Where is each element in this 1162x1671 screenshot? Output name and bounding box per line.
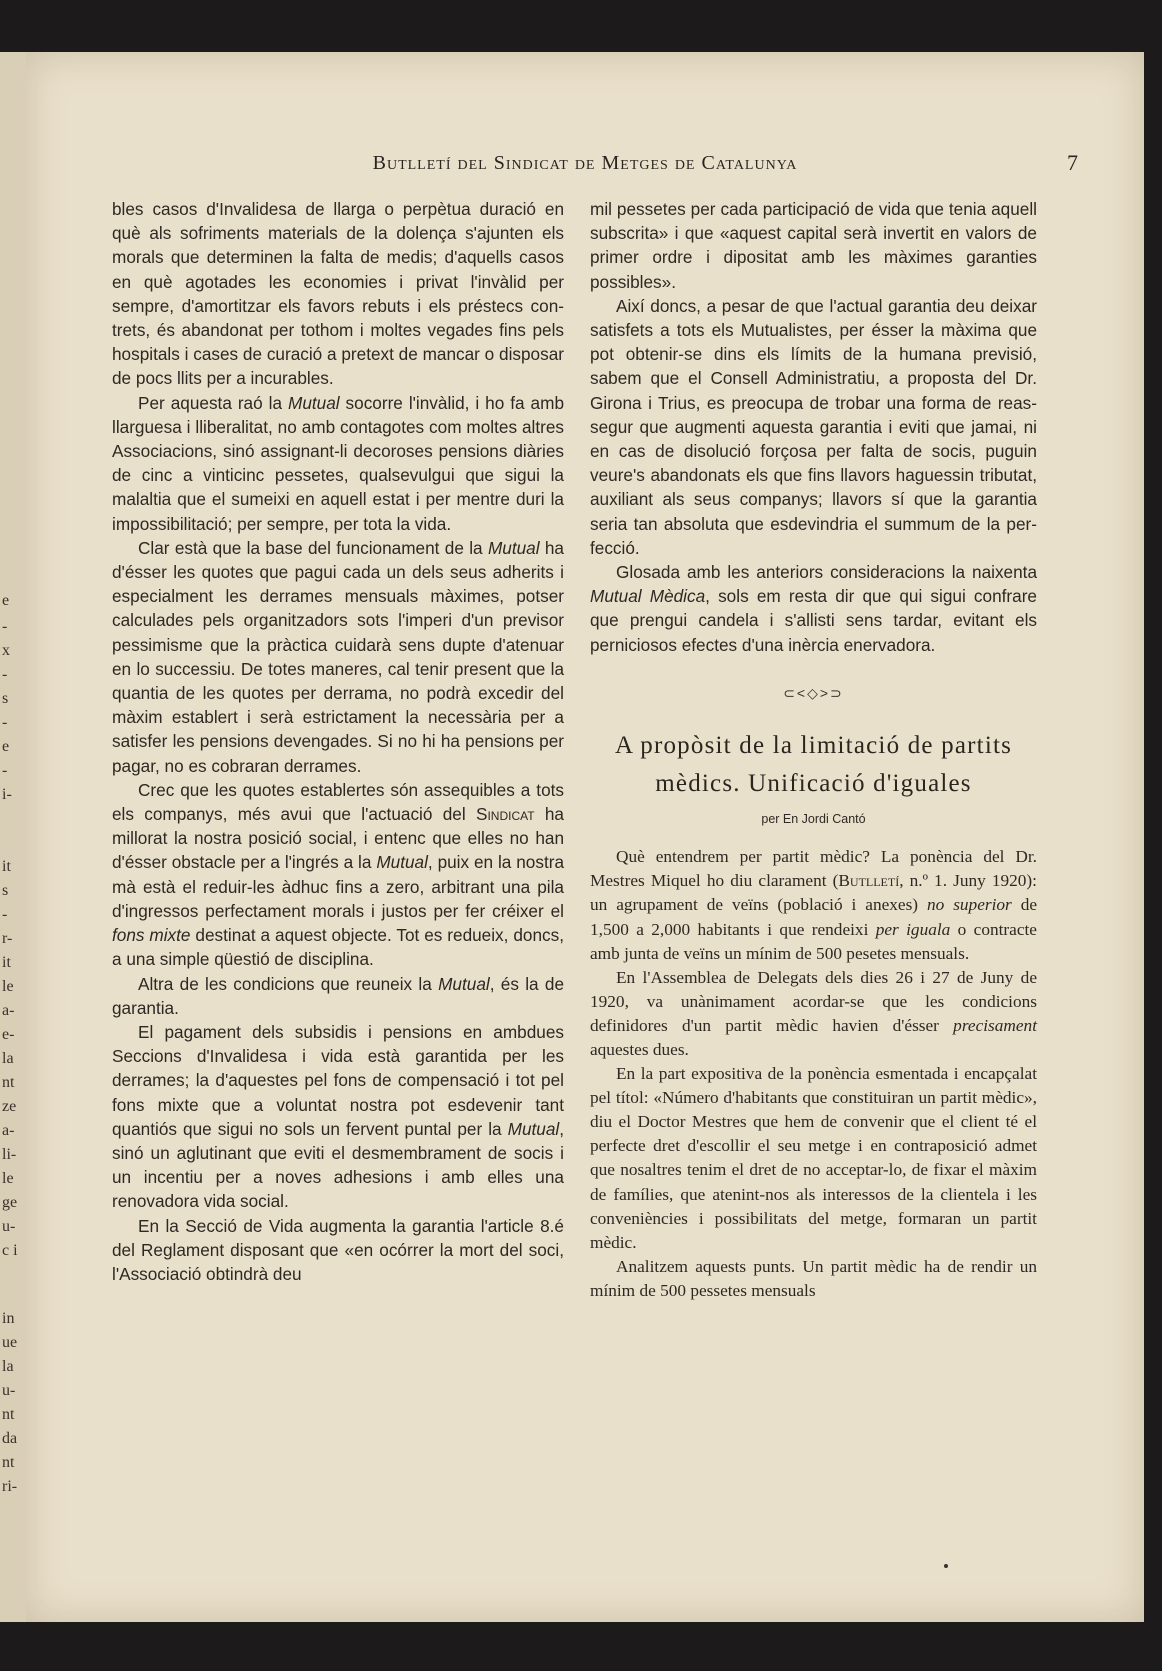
paragraph: En la Secció de Vida augmenta la garantia l'article 8.é del Reglament disposant que «en ocórrer la mort del soci, l'Associació obtindrà deu [112,1215,564,1284]
article-byline: per En Jordi Cantó [761,812,866,827]
previous-page-fragment: s [2,882,9,899]
previous-page-fragment: in [2,1310,15,1327]
previous-page-fragment: s [2,690,9,707]
previous-page-fragment: a- [2,1122,15,1139]
article-title: A propòsit de la limitació de partits mèdics. Unificació d'iguales [614,732,1013,798]
previous-page-fragment: - [2,666,8,683]
right-column [590,197,1037,1303]
paragraph: Altra de les condicions que reuneix la Mutual, és la de garantia. [112,973,564,1018]
paragraph: En l'Assemblea de Delegats dels dies 26 i 27 de Juny de 1920, va unànimament acordar-se que les condicions definidores d'un partit mèdic havien d'ésser precisament aquestes dues. [590,967,1037,1060]
paragraph: Glosada amb les anteriors consideracions la naixenta Mutual Mèdica, sols em resta dir que qui sigui confrare que prengui candela i s'allisti sens tardar, evitant els perniciosos efectes d'una inèrcia enervadora. [590,562,1037,655]
previous-page-fragment: e [2,592,10,609]
paragraph: Crec que les quotes establertes són assequibles a tots els companys, més avui que l'actuació del Sindicat ha millorat la nostra posició social, i entenc que elles no han d'ésser obstacle per a l'ingrés a la Mutual, puix en la nostra mà està el reduir-les àdhuc fins a zero, arbitrant una pila d'ingressos perfectament morals i justos per fer créixer el fons mixte destinat a aquest objecte. Tot es redueix, doncs, a una simple qüestió de disciplina. [112,779,565,970]
previous-page-fragment: e [2,738,10,755]
previous-page-fragment: ue [2,1334,18,1351]
previous-page-fragment: u- [2,1218,16,1235]
previous-page-fragment: it [2,858,11,875]
paragraph: bles casos d'Invalidesa de llarga o perpètua duració en què als sofriments materials de la dolença s'ajunten els morals que determinen la falta de medis; d'aquells casos en què agotades les economies i privat l'invàlid per sempre, d'amortitzar els favors rebuts i els préstecs contrets, és abandonat per tothom i moltes vegades fins pels hospitals i cases de curació a pretext de mancar o disposar de pocs llits per a incurables. [112,199,564,389]
paragraph: Analitzem aquests punts. Un partit mèdic ha de rendir un mínim de 500 pessetes mensuals [590,1256,1037,1300]
previous-page-fragment: li- [2,1146,17,1163]
previous-page-fragment: la [2,1050,14,1067]
previous-page-fragment: it [2,954,11,971]
previous-page-fragment: u- [2,1382,16,1399]
previous-page-fragment: la [2,1358,14,1375]
article-body [590,845,1037,1303]
page-number: 7 [1067,150,1078,175]
previous-page-fragment: x [2,642,10,659]
paragraph: Clar està que la base del funcionament de la Mutual ha d'ésser les quotes que pagui cada un dels seus adherits i especialment les derrames mensuals màximes, potser calculades pels organitzadors sots l'imperi d'un previsor pessimisme que la pràctica cuidarà sens dupte d'atenuar en lo successiu. De totes maneres, cal tenir present que la quantia de les quotes per derrama, no podrà excedir del màxim establert i serà estrictament la necessària per a satisfer les pensions devengades. Si no hi ha pensions per pagar, no es cobraran derrames. [112,537,564,776]
section-ornament: ⊂<◇>⊃ [783,684,844,701]
previous-page-fragment: - [2,618,8,635]
paragraph: En la part expositiva de la ponència esmentada i encapçalat pel títol: «Número d'habitants que constituiran un partit mèdic», diu el Doctor Mestres que hem de convenir que el client té el perfecte dret d'escollir el seu metge i en contraposició admet que nosaltres tenim el dret de no acceptar-lo, de fixar el màxim de famílies, que atenint-nos als interessos de la clientela i les conveniències i possibilitats del metge, formaran un partit mèdic. [590,1064,1037,1252]
previous-page-fragment: c i [2,1242,18,1259]
previous-page-fragment: da [2,1430,18,1447]
previous-page-fragment: ri- [2,1478,18,1495]
paragraph: El pagament dels subsidis i pensions en ambdues Seccions d'Invalidesa i vida està garantida per les derrames; la d'aquestes pel fons de compensació i tot pel fons mixte que a voluntat nostra pot esdevenir tant quantiós que sigui no sols un fervent puntal per la Mutual, sinó un aglutinant que eviti el desmembrament de socis i un incentiu per a noves adhesions i amb elles una renovadora vida social. [112,1021,564,1212]
journal-page [26,52,1144,1622]
running-head: Butlletí del Sindicat de Metges de Catalunya [372,152,798,174]
previous-page-fragment: nt [2,1406,15,1423]
previous-page-fragment: - [2,906,8,923]
previous-page-fragment: ze [2,1098,17,1115]
previous-page-fragment: i- [2,786,12,803]
previous-page-fragment: le [2,978,14,995]
ink-speck [944,1564,948,1568]
paragraph: Què entendrem per partit mèdic? La ponència del Dr. Mestres Miquel ho diu clarament (Butlletí, n.º 1. Juny 1920): un agrupament de veïns (població i anexes) no superior de 1,500 a 2,000 habitants i que rendeixi per iguala o contracte amb junta de veïns un mínim de 500 pesetes mensuals. [590,847,1038,963]
previous-page-fragment: nt [2,1454,15,1471]
previous-page-fragment: - [2,762,8,779]
previous-page-fragment: ge [2,1194,18,1211]
left-column [112,197,564,1286]
previous-page-fragment: e- [2,1026,15,1043]
previous-page-edge [0,52,28,1622]
paragraph: Per aquesta raó la Mutual socorre l'invàlid, i ho fa amb llarguesa i lliberalitat, no amb contagotes com moltes altres Associacions, sinó assignant-li decoroses pensions diàries de cinc a vinticinc pessetes, qualsevulgui que sigui la malaltia que el sumeixi en aquell estat i per mentre duri la impossibilitació; per sempre, per tota la vida. [112,392,564,534]
previous-page-fragment: - [2,714,8,731]
paragraph: mil pessetes per cada participació de vida que tenia aquell subscrita» i que «aquest capital serà invertit en valors de primer ordre i dipositat amb les màximes garanties possibles». [590,199,1037,292]
previous-page-fragment: r- [2,930,13,947]
previous-page-fragment: a- [2,1002,15,1019]
previous-page-fragment: nt [2,1074,15,1091]
paragraph: Així doncs, a pesar de que l'actual garantia deu deixar satisfets a tots els Mutualistes, per ésser la màxima que pot obtenir-se dins els límits de la humana previsió, sabem que el Consell Administratiu, a proposta del Dr. Girona i Trius, es preocupa de trobar una forma de reassegur que augmenti aquesta garantia i eviti que jamai, ni en cas de disolució forçosa per falta de socis, puguin veure's abandonats els que fins llavors haguessin tributat, auxiliant als seus companys; llavors sí que la garantia seria tan absoluta que esdevindria el summum de la perfecció. [590,295,1037,558]
previous-page-fragment: le [2,1170,14,1187]
